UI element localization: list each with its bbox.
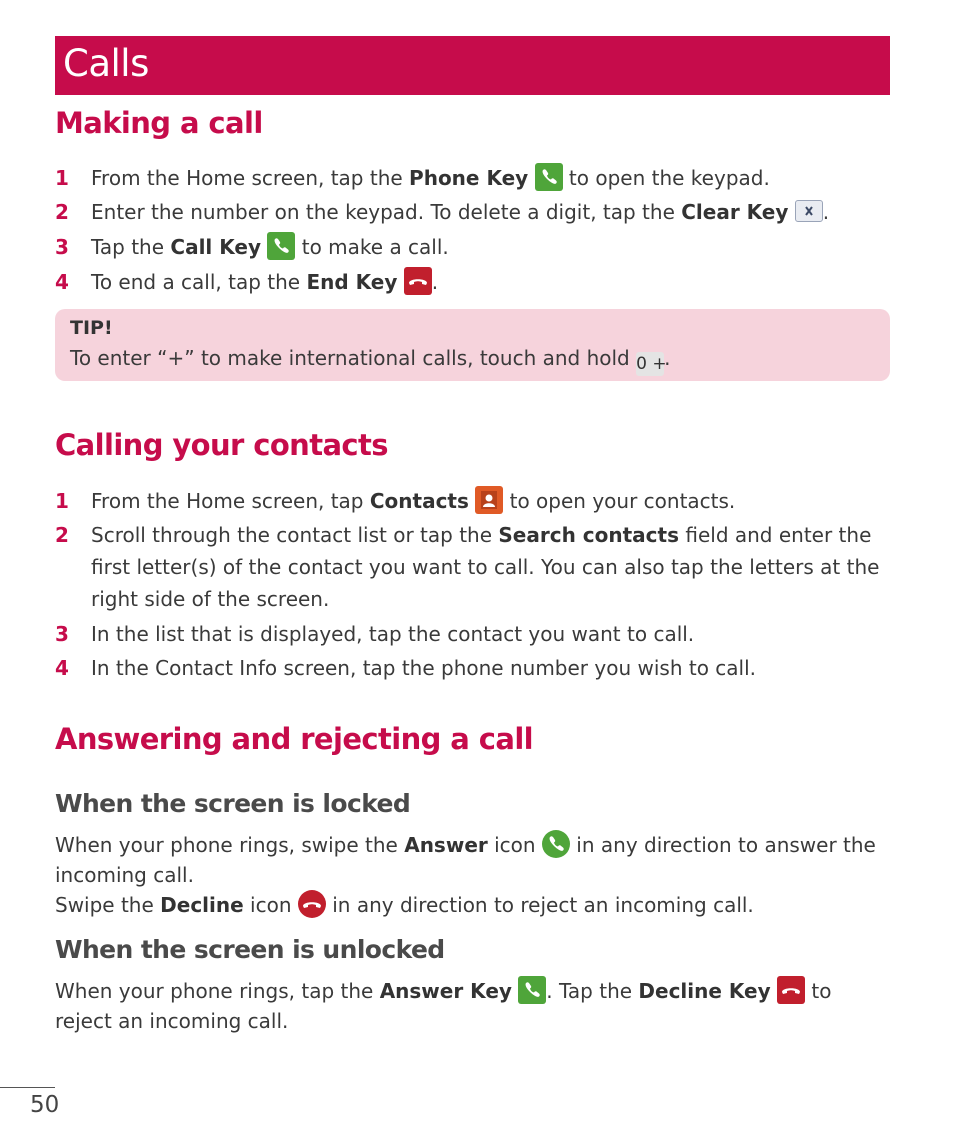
para-text: When your phone rings, swipe the xyxy=(55,833,405,857)
section-banner xyxy=(55,36,890,95)
decline-round-icon xyxy=(298,890,326,918)
step-bold: Clear Key xyxy=(681,200,789,224)
step-text: To end a call, tap the xyxy=(91,270,307,294)
para-text: in any direction to reject an incoming call. xyxy=(325,893,754,917)
step-bold: Phone Key xyxy=(409,166,529,190)
step-text: to make a call. xyxy=(295,235,449,259)
step-text: In the Contact Info screen, tap the phone number you wish to call. xyxy=(91,656,757,680)
step-text: to open your contacts. xyxy=(503,489,736,513)
list-item xyxy=(55,231,895,263)
step-text: to open the keypad. xyxy=(562,166,770,190)
tip-text-post: . xyxy=(664,346,671,370)
step-number: 2 xyxy=(55,200,69,224)
para-bold: Answer xyxy=(404,833,488,857)
para-text: in any direction to answer the incoming call. xyxy=(55,833,876,887)
zero-plus-key-icon: 0 + xyxy=(636,354,667,374)
para-text: to reject an incoming call. xyxy=(55,979,832,1033)
heading-calling-your-contacts: Calling your contacts xyxy=(55,428,388,462)
locked-answer-paragraph xyxy=(55,830,890,890)
clear-key-icon xyxy=(795,200,823,222)
list-item xyxy=(55,162,895,194)
list-item xyxy=(55,485,895,517)
step-number: 1 xyxy=(55,166,69,190)
contacts-icon xyxy=(475,486,503,514)
step-bold: Search contacts xyxy=(498,523,679,547)
locked-decline-paragraph xyxy=(55,890,890,920)
para-text: icon xyxy=(243,893,298,917)
step-bold: Contacts xyxy=(369,489,469,513)
heading-answering-rejecting: Answering and rejecting a call xyxy=(55,722,534,756)
step-text: field and enter the first letter(s) of the contact you want to call. You can also tap the letters at the right side of the screen. xyxy=(91,523,880,611)
tip-title: TIP! xyxy=(70,317,113,339)
step-bold: Call Key xyxy=(170,235,262,259)
para-bold: Answer Key xyxy=(379,979,512,1003)
step-text: . xyxy=(822,200,830,224)
step-number: 3 xyxy=(55,622,69,646)
tip-text xyxy=(70,346,670,376)
section-title: Calls xyxy=(63,42,149,85)
step-number: 1 xyxy=(55,489,69,513)
step-text: From the Home screen, tap xyxy=(91,489,370,513)
para-bold: Decline Key xyxy=(638,979,771,1003)
step-text: In the list that is displayed, tap the contact you want to call. xyxy=(91,622,695,646)
step-bold: End Key xyxy=(306,270,398,294)
list-item xyxy=(55,652,895,684)
step-text: From the Home screen, tap the xyxy=(91,166,410,190)
tip-box xyxy=(55,309,890,381)
list-item xyxy=(55,266,895,298)
end-key-icon xyxy=(404,267,432,295)
heading-screen-locked: When the screen is locked xyxy=(55,789,411,818)
list-item xyxy=(55,519,895,615)
answer-key-icon xyxy=(518,976,546,1004)
answer-round-icon xyxy=(542,830,570,858)
unlocked-paragraph xyxy=(55,976,890,1036)
step-number: 4 xyxy=(55,656,69,680)
step-number: 2 xyxy=(55,523,69,547)
step-text: Scroll through the contact list or tap the xyxy=(91,523,499,547)
para-text: icon xyxy=(487,833,542,857)
para-text: When your phone rings, tap the xyxy=(55,979,380,1003)
para-bold: Decline xyxy=(160,893,244,917)
page-number: 50 xyxy=(30,1092,60,1118)
para-text: Swipe the xyxy=(55,893,161,917)
step-number: 4 xyxy=(55,270,69,294)
call-key-icon xyxy=(267,232,295,260)
phone-key-icon xyxy=(535,163,563,191)
step-text: . xyxy=(431,270,439,294)
step-number: 3 xyxy=(55,235,69,259)
tip-text-pre: To enter “+” to make international calls, touch and hold xyxy=(70,346,637,370)
footer-divider xyxy=(0,1087,55,1088)
list-item xyxy=(55,196,895,228)
heading-screen-unlocked: When the screen is unlocked xyxy=(55,935,445,964)
step-text: Tap the xyxy=(91,235,171,259)
para-text: . Tap the xyxy=(546,979,639,1003)
heading-making-a-call: Making a call xyxy=(55,106,263,140)
step-text: Enter the number on the keypad. To delete a digit, tap the xyxy=(91,200,682,224)
list-item xyxy=(55,618,895,650)
decline-key-icon xyxy=(777,976,805,1004)
